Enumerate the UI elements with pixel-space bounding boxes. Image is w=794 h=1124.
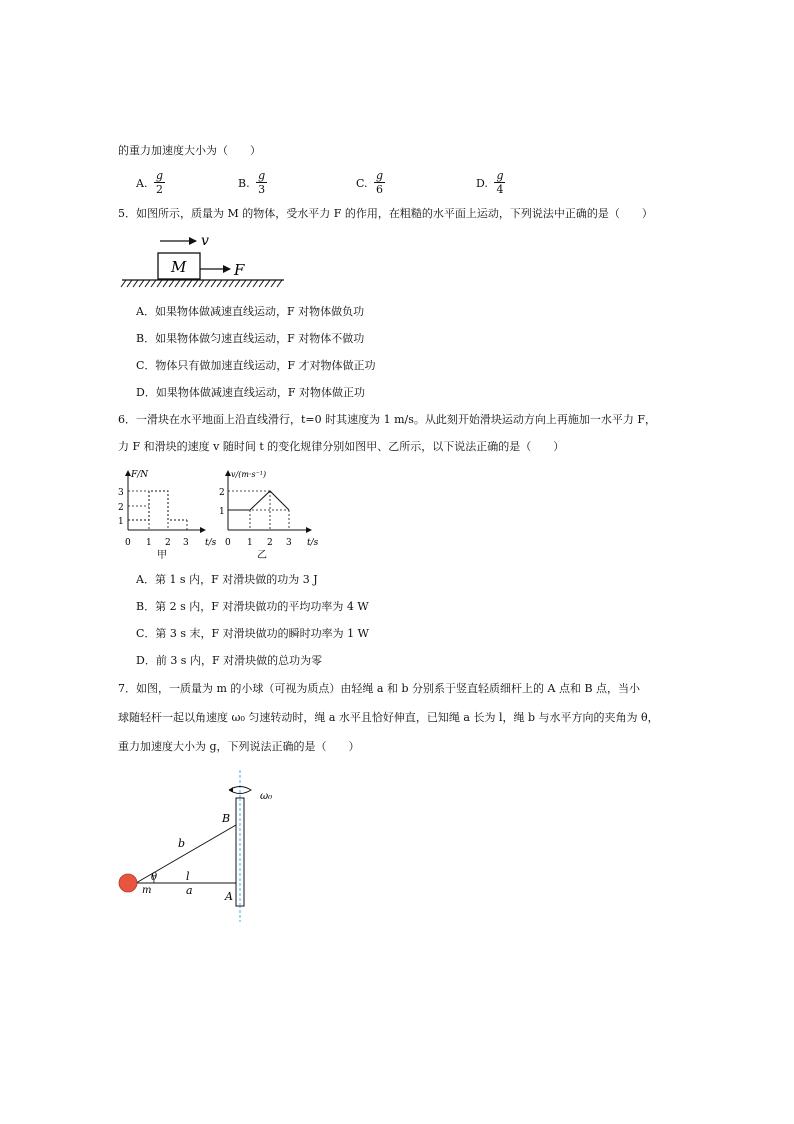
fraction [256,170,267,196]
x-tick: 2 [165,538,171,548]
numerator: g [155,169,163,182]
hatch-mark [187,280,192,287]
q7-stem-line2: 球随轻杆一起以角速度 ω₀ 匀速转动时，绳 a 水平且恰好伸直，已知绳 a 长为 l，绳 b 与水平方向的夹角为 θ， [118,711,659,724]
y-axis-label: F/N [131,470,149,480]
hatch-mark [127,280,132,287]
graph-jia [115,466,220,562]
hatch-mark [235,280,240,287]
y-tick: 2 [219,488,225,498]
q6-stem-line2: 力 F 和滑块的速度 v 随时间 t 的变化规律分别如图甲、乙所示，以下说法正确的是（ ） [118,440,565,453]
q6-stem-line1: 6．一滑块在水平地面上沿直线滑行，t=0 时其速度为 1 m/s。从此刻开始滑块运动方向上再施加一水平力 F， [118,413,657,426]
denominator: 4 [496,183,504,196]
angle-label: θ [151,872,158,883]
q4-choice-d[interactable] [476,170,505,196]
x-tick: 1 [146,538,152,548]
choice-label: B. [238,176,250,190]
graph-caption: 乙 [257,550,267,561]
q7-stem-line1: 7．如图，一质量为 m 的小球（可视为质点）由轻绳 a 和 b 分别系于竖直轻质细杆上的 A 点和 B 点，当小 [118,682,641,695]
x-axis-label: t/s [307,538,319,548]
hatch-mark [145,280,150,287]
fraction [374,170,385,196]
x-tick: 3 [286,538,292,548]
x-axis-label: t/s [205,538,217,548]
hatch-mark [223,280,228,287]
hatch-mark [151,280,156,287]
hatch-mark [211,280,216,287]
hatch-mark [175,280,180,287]
x-tick: 0 [225,538,231,548]
hatch-mark [163,280,168,287]
denominator: 3 [258,183,266,196]
hatch-mark [241,280,246,287]
length-label: l [186,870,190,883]
q5-option-d[interactable]: D．如果物体做减速直线运动，F 对物体做正功 [136,386,365,399]
q5-option-a[interactable]: A．如果物体做减速直线运动，F 对物体做负功 [136,305,365,318]
ground-hatch [121,280,282,287]
hatch-mark [157,280,162,287]
x-tick: 3 [183,538,189,548]
hatch-mark [265,280,270,287]
hatch-mark [121,280,126,287]
q6-option-c[interactable]: C．第 3 s 末，F 对滑块做功的瞬时功率为 1 W [136,627,369,640]
fraction [154,170,165,196]
q4-choice-c[interactable] [356,170,385,196]
x-tick: 0 [125,538,131,548]
hatch-mark [217,280,222,287]
q6-option-b[interactable]: B．第 2 s 内，F 对滑块做功的平均功率为 4 W [136,600,369,613]
choice-label: A. [136,176,148,190]
choice-label: C. [356,176,368,190]
q7-figure [108,770,288,922]
force-label: F [234,261,245,279]
choice-label: D. [476,176,488,190]
block-label: M [171,258,187,276]
point-b-label: B [222,812,231,825]
numerator: g [376,169,384,182]
hatch-mark [199,280,204,287]
y-tick: 3 [118,488,124,498]
y-tick: 1 [118,517,124,527]
fraction [494,170,505,196]
q4-choice-a[interactable] [136,170,165,196]
hatch-mark [229,280,234,287]
y-tick: 2 [118,503,124,513]
rope-b-label: b [178,837,186,850]
rope-a-label: a [186,884,193,897]
x-tick: 1 [247,538,253,548]
graph-caption: 甲 [157,550,167,561]
denominator: 2 [155,183,163,196]
q5-option-b[interactable]: B．如果物体做匀速直线运动，F 对物体不做功 [136,332,365,345]
hatch-mark [247,280,252,287]
force-curve-guide [128,491,187,520]
x-tick: 2 [267,538,273,548]
hatch-mark [271,280,276,287]
hatch-mark [193,280,198,287]
numerator: g [496,169,504,182]
numerator: g [258,169,266,182]
hatch-mark [169,280,174,287]
graph-yi [213,466,328,562]
hatch-mark [277,280,282,287]
hatch-mark [205,280,210,287]
mass-label: m [142,885,152,896]
velocity-label: v [201,233,209,249]
denominator: 6 [376,183,384,196]
y-axis-label: v/(m·s⁻¹) [231,470,267,479]
point-a-label: A [225,890,233,903]
q6-option-a[interactable]: A．第 1 s 内，F 对滑块做的功为 3 J [136,573,318,586]
q5-option-c[interactable]: C．物体只有做加速直线运动，F 才对物体做正功 [136,359,376,372]
hatch-mark [259,280,264,287]
ball [119,874,137,892]
omega-label: ω₀ [260,791,273,802]
q4-stem-tail: 的重力加速度大小为（ ） [118,144,261,157]
hatch-mark [133,280,138,287]
y-tick: 1 [219,507,225,517]
q6-option-d[interactable]: D．前 3 s 内，F 对滑块做的总功为零 [136,654,323,667]
hatch-mark [181,280,186,287]
q4-choice-b[interactable] [238,170,267,196]
q5-figure [118,228,288,294]
guide-lines [128,491,187,530]
q7-stem-line3: 重力加速度大小为 g，下列说法正确的是（ ） [118,740,360,753]
hatch-mark [253,280,258,287]
hatch-mark [139,280,144,287]
velocity-curve [228,491,289,510]
q5-stem: 5．如图所示，质量为 M 的物体，受水平力 F 的作用，在粗糙的水平面上运动，下列说法中正确的是（ ） [118,207,653,220]
